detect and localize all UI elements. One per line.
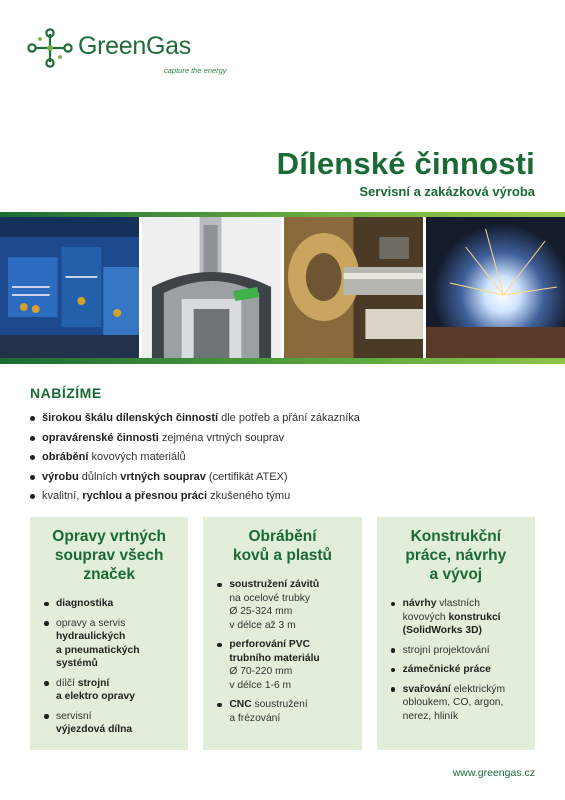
service-box — [377, 517, 535, 750]
company-logo — [26, 26, 246, 78]
service-item-line — [56, 710, 178, 724]
offer-heading: NABÍZÍME — [30, 385, 102, 401]
service-item — [391, 683, 525, 724]
service-item-line — [229, 652, 351, 666]
service-item-line — [403, 663, 525, 677]
service-item-line — [403, 710, 525, 724]
motor-cutaway-photo — [142, 217, 281, 358]
service-box-title-line: a vývoj — [429, 566, 483, 583]
service-box-list — [44, 597, 178, 737]
text-segment: (certifikát ATEX) — [205, 470, 288, 483]
band-divider-bottom — [0, 358, 565, 364]
text-segment: elektrickým — [450, 683, 506, 695]
text-segment: kovových — [402, 611, 449, 623]
service-item-line — [56, 677, 178, 691]
logo-wordmark: GreenGas — [78, 32, 191, 60]
text-segment: a frézování — [229, 712, 281, 724]
service-item-line — [403, 597, 525, 611]
service-item-line — [56, 657, 178, 671]
service-box — [30, 517, 188, 750]
bold-text: systémů — [56, 658, 98, 669]
bold-text: a pneumatických — [56, 644, 140, 656]
service-box-list — [217, 578, 351, 725]
service-item-line — [403, 611, 525, 625]
service-item-line — [403, 696, 525, 710]
text-segment: nerez, hliník — [402, 710, 459, 722]
bold-text: výjezdová dílna — [56, 724, 133, 735]
page-subtitle: Servisní a zakázková výroba — [359, 184, 535, 199]
bold-text: strojní — [77, 677, 110, 689]
service-item-line — [56, 597, 178, 611]
service-item — [44, 677, 178, 704]
service-box-title-line: Konstrukční — [410, 528, 502, 545]
text-segment: soustružení — [251, 699, 308, 710]
service-item — [217, 578, 351, 632]
service-box-title — [44, 527, 178, 584]
service-box-title-line: značek — [83, 566, 136, 583]
bold-text: návrhy — [402, 598, 437, 609]
service-item — [391, 597, 525, 638]
bold-text: obrábění — [42, 451, 89, 463]
text-segment: Ø 70-220 mm — [229, 666, 293, 677]
text-segment: v délce 1-6 m — [229, 679, 292, 691]
service-item — [44, 617, 178, 671]
service-item — [217, 698, 351, 725]
logo-tagline: capture the energy — [164, 66, 227, 75]
text-segment: strojní projektování — [402, 644, 490, 656]
text-segment: dílčí — [56, 677, 78, 689]
text-segment: Ø 25-324 mm — [229, 606, 293, 617]
service-box-title-line: souprav všech — [54, 547, 164, 564]
service-item-line — [229, 578, 351, 592]
bold-text: svařování — [402, 683, 451, 695]
molecule-logo-icon — [26, 28, 74, 68]
service-item-line — [229, 665, 351, 679]
bold-text: trubního materiálu — [229, 652, 320, 664]
text-segment: servisní — [56, 710, 92, 722]
bold-text: CNC — [229, 699, 252, 710]
offer-item — [30, 448, 360, 468]
bold-text: výrobu — [42, 470, 79, 483]
service-item-line — [229, 619, 351, 633]
service-item-line — [229, 679, 351, 693]
bold-text: konstrukcí — [448, 611, 501, 623]
service-item — [391, 644, 525, 658]
service-box-title-line: Obrábění — [248, 528, 317, 545]
text-segment: zkušeného týmu — [207, 490, 291, 502]
bold-text: soustružení závitů — [229, 579, 320, 590]
service-boxes — [30, 517, 535, 750]
bold-text: hydraulických — [56, 631, 126, 642]
offer-item — [30, 409, 360, 429]
service-item-line — [56, 630, 178, 644]
bold-text: perforování PVC — [229, 639, 311, 650]
service-item — [391, 663, 525, 677]
text-segment: kvalitní, — [42, 490, 83, 502]
bold-text: širokou škálu dílenských činností — [42, 412, 219, 424]
bold-text: opravárenské činnosti — [42, 431, 159, 444]
bold-text: vrtných souprav — [120, 470, 206, 483]
bold-text: rychlou a přesnou práci — [82, 490, 208, 502]
offer-item — [30, 487, 360, 507]
service-item — [44, 710, 178, 737]
service-box-title-line: Opravy vrtných — [52, 528, 167, 545]
welding-photo — [426, 217, 565, 358]
service-item-line — [56, 644, 178, 658]
text-segment: kovových materiálů — [88, 451, 186, 463]
offer-item — [30, 429, 360, 449]
service-item-line — [403, 683, 525, 697]
page-title: Dílenské činnosti — [276, 146, 535, 181]
bold-text: a elektro opravy — [56, 691, 135, 702]
text-segment: důlních — [78, 470, 121, 483]
text-segment: dle potřeb a přání zákazníka — [218, 412, 360, 424]
service-item-line — [229, 712, 351, 726]
service-item-line — [56, 617, 178, 631]
service-item-line — [229, 638, 351, 652]
bold-text: (SolidWorks 3D) — [402, 625, 482, 636]
bold-text: diagnostika — [56, 598, 114, 609]
service-item-line — [229, 698, 351, 712]
service-box-title-line: práce, návrhy — [405, 547, 507, 564]
service-item-line — [229, 592, 351, 606]
drilling-rig-photo — [0, 217, 139, 358]
service-item — [217, 638, 351, 692]
offer-item — [30, 468, 360, 488]
service-item — [44, 597, 178, 611]
service-item-line — [403, 644, 525, 658]
lathe-machining-photo — [284, 217, 423, 358]
service-item-line — [229, 605, 351, 619]
text-segment: zejména vrtných souprav — [158, 431, 285, 444]
service-box-list — [391, 597, 525, 723]
service-item-line — [403, 624, 525, 638]
text-segment: opravy a servis — [56, 617, 126, 629]
text-segment: v délce až 3 m — [229, 619, 296, 631]
service-box — [203, 517, 361, 750]
service-box-title-line: kovů a plastů — [232, 547, 333, 564]
website-link[interactable]: www.greengas.cz — [452, 767, 535, 779]
service-box-title — [217, 527, 351, 565]
service-item-line — [56, 723, 178, 737]
offer-list — [30, 409, 360, 507]
text-segment: vlastních — [436, 598, 480, 609]
photo-band — [0, 212, 565, 364]
text-segment: na ocelové trubky — [229, 592, 311, 604]
bold-text: zámečnické práce — [402, 664, 491, 675]
text-segment: obloukem, CO, argon, — [402, 697, 504, 708]
service-box-title — [391, 527, 525, 584]
service-item-line — [56, 690, 178, 704]
